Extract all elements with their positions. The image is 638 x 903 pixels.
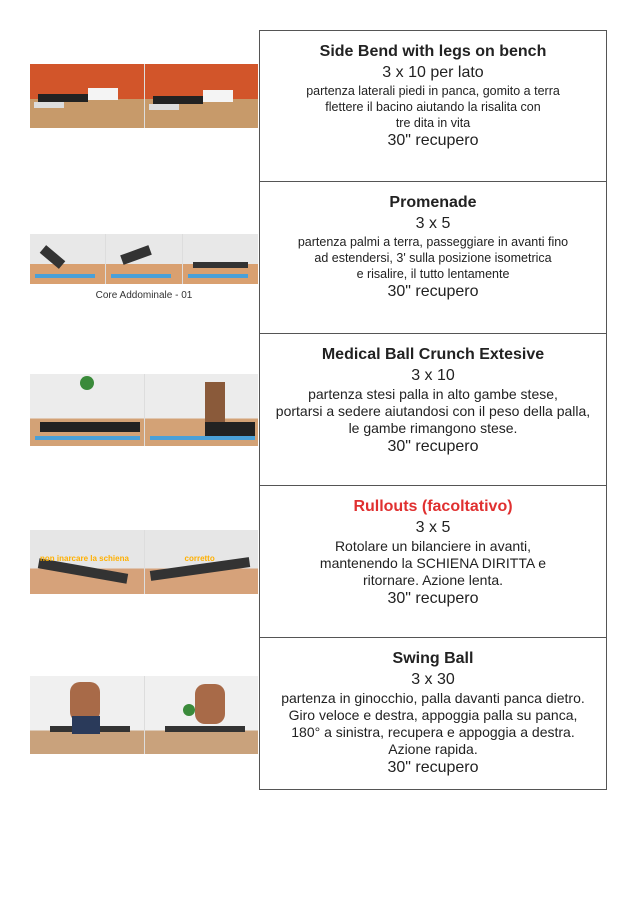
exercise-card-side-bend (259, 30, 607, 182)
exercise-sets: 3 x 5 (415, 215, 451, 232)
exercise-desc-line: le gambe rimangono stese. (348, 420, 518, 436)
figure-caption: Core Addominale - 01 (95, 290, 193, 301)
exercise-title: Side Bend with legs on bench (319, 43, 547, 60)
exercise-photo-medical-ball-crunch (30, 374, 258, 446)
exercise-recovery: 30" recupero (387, 759, 479, 776)
exercise-title: Rullouts (facoltativo) (353, 498, 513, 515)
overlay-text-correct: corretto (184, 554, 215, 563)
exercise-desc-line: partenza laterali piedi in panca, gomito a terra (306, 84, 560, 98)
exercise-desc-line: 180° a sinistra, recupera e appoggia a destra. (291, 724, 575, 740)
exercise-desc-line: partenza stesi palla in alto gambe stese, (308, 386, 558, 402)
exercise-photo-promenade (30, 234, 258, 284)
exercise-desc-line: portarsi a sedere aiutandosi con il peso della palla, (275, 403, 591, 419)
exercise-card-rullouts (259, 486, 607, 638)
exercise-desc-line: mantenendo la SCHIENA DIRITTA e (319, 555, 547, 571)
exercise-title: Promenade (389, 194, 477, 211)
exercise-photo-swing-ball (30, 676, 258, 754)
exercise-photo-side-bend (30, 64, 258, 128)
exercise-title: Medical Ball Crunch Extesive (321, 346, 545, 363)
exercise-sets: 3 x 10 per lato (382, 64, 484, 81)
exercise-desc-line: Rotolare un bilanciere in avanti, (334, 538, 532, 554)
exercise-desc-line: partenza palmi a terra, passeggiare in avanti fino (297, 235, 569, 249)
exercise-title: Swing Ball (392, 650, 474, 667)
exercise-sets: 3 x 30 (411, 671, 455, 688)
exercise-desc-line: Azione rapida. (388, 741, 478, 757)
exercise-sets: 3 x 5 (415, 519, 451, 536)
exercise-row-1 (0, 30, 638, 182)
overlay-text-wrong: non inarcare la schiena (40, 554, 129, 563)
exercise-desc-line: partenza in ginocchio, palla davanti panca dietro. (281, 690, 585, 706)
exercise-desc-line: ritornare. Azione lenta. (362, 572, 504, 588)
exercise-desc-line: tre dita in vita (395, 116, 471, 130)
exercise-photo-rullouts (30, 530, 258, 594)
exercise-row-5 (0, 638, 638, 790)
exercise-row-3 (0, 334, 638, 486)
exercise-row-4 (0, 486, 638, 638)
exercise-desc-line: Giro veloce e destra, appoggia palla su panca, (288, 707, 578, 723)
exercise-card-swing-ball (259, 638, 607, 790)
exercise-card-medical-ball-crunch (259, 334, 607, 486)
exercise-desc-line: e risalire, il tutto lentamente (356, 267, 510, 281)
exercise-desc-line: flettere il bacino aiutando la risalita con (325, 100, 541, 114)
exercise-sets: 3 x 10 (411, 367, 455, 384)
exercise-recovery: 30" recupero (387, 132, 479, 149)
exercise-recovery: 30" recupero (387, 590, 479, 607)
exercise-recovery: 30" recupero (387, 438, 479, 455)
exercise-desc-line: ad estendersi, 3' sulla posizione isometrica (314, 251, 552, 265)
exercise-card-promenade (259, 182, 607, 334)
exercise-recovery: 30" recupero (387, 283, 479, 300)
exercise-row-2 (0, 182, 638, 334)
